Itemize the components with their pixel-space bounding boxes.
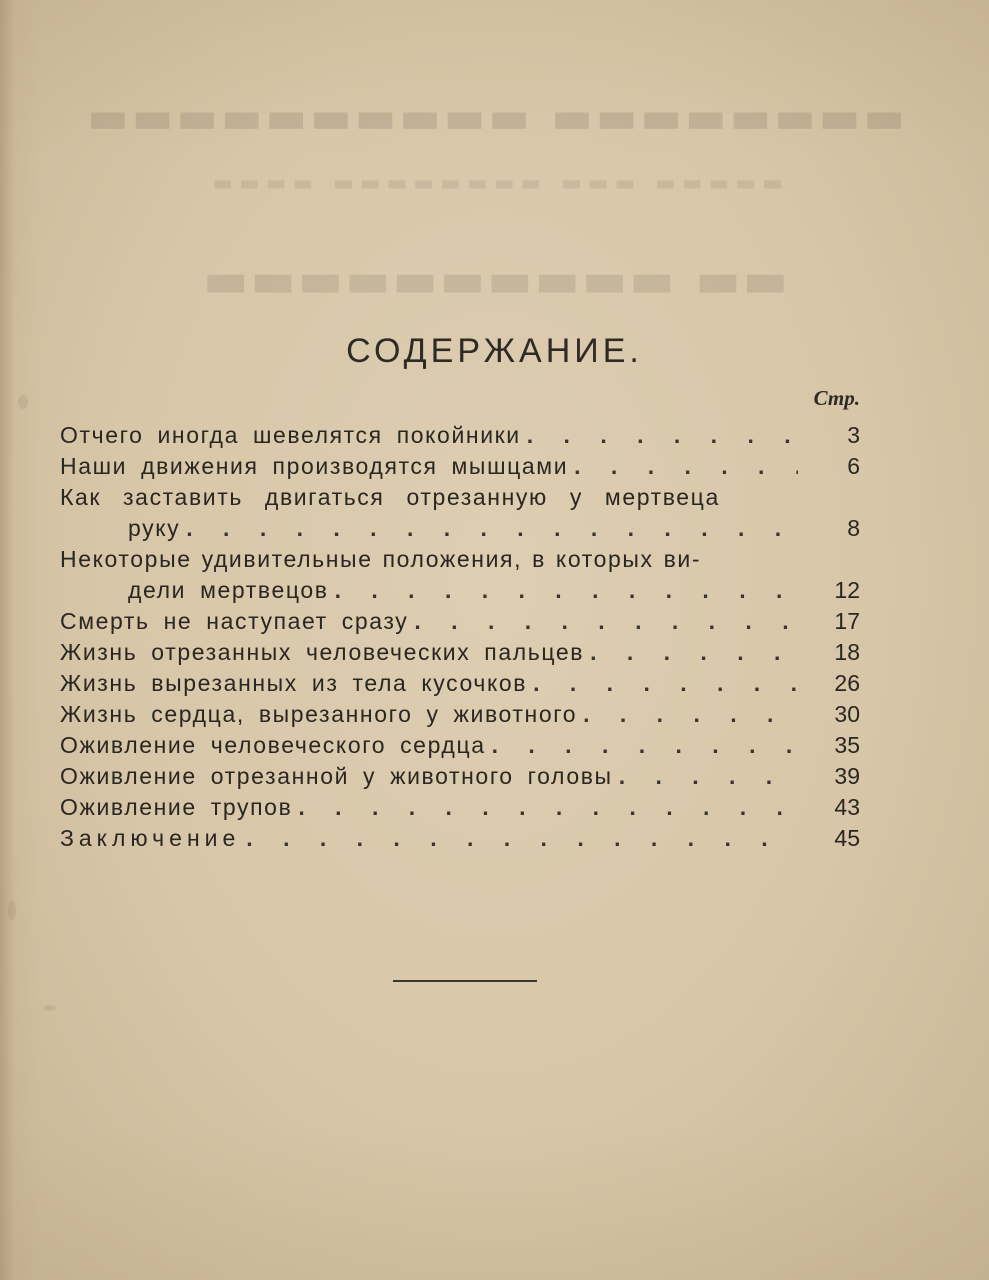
dot-leader (186, 513, 798, 544)
dot-leader (619, 761, 798, 792)
toc-entry-title-continued: дели мертвецов (128, 577, 329, 603)
paper-stain (8, 900, 16, 920)
toc-entry (60, 544, 860, 606)
toc-page-number: 30 (834, 701, 860, 727)
toc-line (60, 730, 860, 761)
toc-page-number: 17 (834, 608, 860, 634)
toc-line (60, 637, 860, 668)
page-column-label: Стр. (813, 386, 860, 410)
toc-entry-title: Как заставить двигаться отрезанную у мертвеца (60, 484, 720, 510)
toc-entry (60, 482, 860, 544)
bleed-through-text: ▬▬ ▬▬▬▬▬▬▬▬▬▬ (201, 252, 788, 308)
toc-entry (60, 761, 860, 792)
toc-line (60, 451, 860, 482)
toc-entry-title: Жизнь вырезанных из тела кусочков (60, 670, 528, 696)
dot-leader (414, 606, 798, 637)
dot-leader (527, 420, 798, 451)
dot-leader (492, 730, 798, 761)
toc-page-number: 8 (847, 515, 860, 541)
dot-leader (335, 575, 798, 606)
toc-entry-title: Наши движения производятся мышцами (60, 453, 569, 479)
toc-entry-title: Некоторые удивительные положения, в которых ви- (60, 546, 702, 572)
toc-entry-title: Оживление отрезанной у животного головы (60, 763, 613, 789)
toc-line (60, 823, 860, 854)
toc-page-number: 18 (834, 639, 860, 665)
dot-leader (574, 451, 798, 482)
closing-rule (393, 980, 537, 982)
toc-entry (60, 420, 860, 451)
toc-entry-title: Смерть не наступает сразу (60, 608, 409, 634)
dot-leader (533, 668, 798, 699)
toc-entry-title: Жизнь сердца, вырезанного у животного (60, 701, 578, 727)
toc-entry-title-continued: руку (128, 515, 181, 541)
toc-entry-title: Жизнь отрезанных человеческих пальцев (60, 639, 585, 665)
toc-page-number: 45 (834, 825, 860, 851)
dot-leader (583, 699, 798, 730)
paper-stain (44, 1005, 56, 1011)
toc-page-number: 6 (847, 453, 860, 479)
toc-entry (60, 606, 860, 637)
toc-page-number: 12 (834, 577, 860, 603)
toc-entry-title: Оживление человеческого сердца (60, 732, 486, 758)
toc-entry-title: Отчего иногда шевелятся покойники (60, 422, 521, 448)
toc-entry (60, 637, 860, 668)
toc-line (60, 761, 860, 792)
toc-entry (60, 823, 860, 854)
dot-leader (590, 637, 798, 668)
bleed-through-text: ▬▬▬▬▬▬▬▬ ▬▬▬▬▬▬▬▬▬▬ (84, 92, 905, 143)
dot-leader (246, 823, 798, 854)
toc-page-number: 43 (834, 794, 860, 820)
bleed-through-text: ▬▬▬▬▬ ▬▬▬ ▬▬▬▬▬▬▬▬ ▬▬▬▬ (206, 170, 783, 196)
dot-leader (298, 792, 798, 823)
toc-line (60, 792, 860, 823)
toc-line (60, 513, 860, 544)
toc-entry (60, 699, 860, 730)
paper-stain (18, 395, 28, 409)
toc-line (60, 482, 860, 513)
toc-page-number: 35 (834, 732, 860, 758)
toc-page-number: 26 (834, 670, 860, 696)
toc-entry (60, 668, 860, 699)
toc-line (60, 699, 860, 730)
toc-entry-title: Заключение (60, 825, 241, 851)
page-title: СОДЕРЖАНИЕ. (346, 332, 643, 370)
toc-page-number: 3 (847, 422, 860, 448)
toc-line (60, 544, 860, 575)
toc-line (60, 606, 860, 637)
toc-page-number: 39 (834, 763, 860, 789)
toc-line (60, 420, 860, 451)
toc-line (60, 575, 860, 606)
table-of-contents (60, 420, 860, 854)
toc-entry (60, 792, 860, 823)
toc-entry (60, 730, 860, 761)
toc-entry-title: Оживление трупов (60, 794, 293, 820)
toc-entry (60, 451, 860, 482)
toc-line (60, 668, 860, 699)
